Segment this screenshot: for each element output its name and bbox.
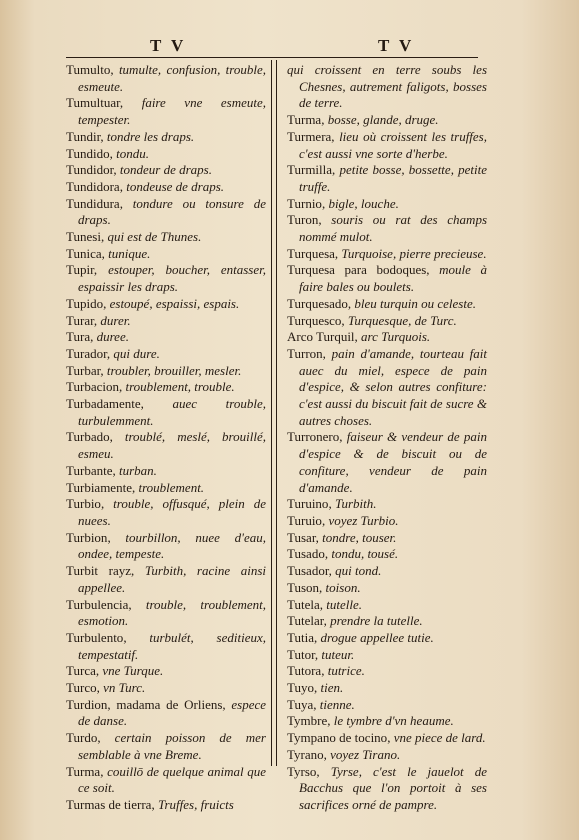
dictionary-entry: Turma, bosse, glande, druge. (287, 112, 439, 128)
entry-definition: tutelle. (326, 596, 362, 612)
dictionary-entry: Tundidor, tondeur de draps. (66, 162, 212, 178)
entry-headword: Tunica (66, 245, 102, 261)
dictionary-entry: Turco, vn Turc. (66, 680, 146, 696)
entry-definition: auec trouble, turbulemment. (78, 396, 266, 428)
entry-headword: Turbio (66, 496, 101, 512)
entry-headword: Turnio (287, 195, 322, 211)
entry-definition: estoupé, espaissi, espais. (109, 295, 240, 311)
entry-headword: Turdo (66, 730, 98, 746)
dictionary-entry: Turbar, troubler, brouiller, mesler. (66, 362, 242, 378)
entry-definition: arc Turquois. (361, 329, 431, 345)
header-left: T V (150, 36, 187, 55)
entry-headword: Turmilla (287, 162, 333, 178)
entry-definition: drogue appellee tutie. (320, 629, 434, 645)
entry-definition: toison. (325, 579, 361, 595)
left-column (66, 62, 266, 814)
dictionary-entry: Tyrso, Tyrse, c'est le jauelot de Bacchus que l'on portoit à ses sacrifices orné de pampre. (287, 763, 488, 812)
dictionary-entry: Tupir, estouper, boucher, entasser, espaissir les draps. (66, 262, 266, 295)
entry-definition: tien. (320, 680, 344, 696)
entry-headword: Turbadamente (66, 396, 141, 412)
entry-definition: qui croissent en terre soubs les Chesnes, autrement faligots, bosses de terre. (287, 62, 487, 111)
dictionary-entry: Turuino, Turbith. (287, 496, 377, 512)
dictionary-entry: Turronero, faiseur & vendeur de pain d'espice & de biscuit ou de confiture, vendeur de pain d'amande. (287, 429, 487, 495)
dictionary-entry: Turbadamente, auec trouble, turbulemment. (66, 396, 266, 428)
entry-headword: Turbulento (66, 629, 124, 645)
entry-headword: Tusar (287, 529, 316, 545)
right-column (287, 62, 487, 814)
header-right: T V (378, 36, 415, 55)
entry-definition: qui est de Thunes. (107, 229, 202, 245)
entry-headword: Turdion, madama de Orliens (66, 696, 223, 712)
dictionary-entry: Turador, qui dure. (66, 345, 160, 361)
dictionary-entry: Turnio, bigle, louche. (287, 195, 399, 211)
dictionary-entry: Turma, couillō de quelque animal que ce soit. (66, 763, 266, 796)
dictionary-entry: Tupido, estoupé, espaissi, espais. (66, 295, 240, 311)
entry-headword: Turron (287, 345, 323, 361)
dictionary-entry: Turbiamente, troublement. (66, 479, 205, 495)
dictionary-entry: Arco Turquil, arc Turquois. (287, 329, 431, 345)
dictionary-entry: Tutora, tutrice. (287, 663, 365, 679)
entry-definition: durer. (100, 312, 131, 328)
entry-definition: vn Turc. (103, 680, 146, 696)
entry-headword: Tundidora (66, 178, 120, 194)
entry-definition: vne Turque. (102, 663, 164, 679)
running-header (66, 36, 478, 58)
entry-definition: tourbillon, nuee d'eau, ondee, tempeste. (78, 529, 266, 562)
entry-headword: Turbante (66, 462, 113, 478)
entry-headword: Arco Turquil (287, 329, 355, 345)
entry-headword: Tutor (287, 646, 315, 662)
entry-definition: petite bosse, bossette, petite truffe. (299, 162, 487, 194)
dictionary-entry: Turmilla, petite bosse, bossette, petite truffe. (287, 162, 487, 194)
dictionary-entry: Turbio, trouble, offusqué, plein de nuees. (66, 496, 266, 528)
dictionary-entry: Tusar, tondre, touser. (287, 529, 397, 545)
dictionary-entry: Tympano de tocino, vne piece de lard. (287, 730, 486, 746)
dictionary-entry: Tumulto, tumulte, confusion, trouble, esmeute. (66, 62, 267, 94)
dictionary-entry: Turdion, madama de Orliens, espece de danse. (66, 696, 267, 729)
entry-headword: Tutora (287, 663, 322, 679)
entry-definition: Turbith, racine ainsi appellee. (78, 563, 266, 595)
entry-headword: Turon (287, 212, 319, 228)
dictionary-entry: Tymbre, le tymbre d'vn heaume. (287, 713, 454, 729)
entry-headword: Tutia (287, 629, 314, 645)
entry-headword: Turbiamente (66, 479, 132, 495)
entry-definition: tutrice. (327, 663, 365, 679)
dictionary-entry: Tutia, drogue appellee tutie. (287, 629, 434, 645)
entry-headword: Turquesa para bodoques (287, 262, 427, 278)
entry-headword: Turbacion (66, 379, 119, 395)
entry-headword: Tuya (287, 696, 314, 712)
entry-definition: certain poisson de mer semblable à vne Breme. (78, 730, 266, 762)
entry-definition: qui dure. (113, 345, 160, 361)
entry-definition: tienne. (319, 696, 355, 712)
dictionary-entry: Turuio, voyez Turbio. (287, 512, 399, 528)
entry-definition: voyez Tirano. (330, 746, 401, 762)
entry-headword: Turronero (287, 429, 340, 445)
entry-definition: tondu. (116, 145, 149, 161)
entry-headword: Tundir (66, 128, 101, 144)
entry-definition: Tyrse, c'est le jauelot de Bacchus que l'on portoit à ses sacrifices orné de pampre. (299, 763, 488, 812)
entry-headword: Tuson (287, 579, 320, 595)
dictionary-entry: Turquesco, Turquesque, de Turc. (287, 312, 457, 328)
entry-definition: tumulte, confusion, trouble, esmeute. (78, 62, 267, 94)
entry-headword: Tunesi (66, 229, 101, 245)
entry-definition: tondre, touser. (322, 529, 397, 545)
entry-headword: Tympano de tocino (287, 730, 388, 746)
dictionary-entry: Tura, duree. (66, 329, 129, 345)
entry-definition: tuteur. (321, 646, 355, 662)
dictionary-entry: Turbado, troublé, meslé, brouillé, esmeu. (66, 429, 266, 462)
entry-definition: estouper, boucher, entasser, espaissir les draps. (78, 262, 266, 295)
entry-definition: Truffes, fruicts (157, 796, 234, 812)
dictionary-entry: Turdo, certain poisson de mer semblable à vne Breme. (66, 730, 266, 762)
entry-definition: bigle, louche. (328, 195, 399, 211)
entry-definition: tondre les draps. (106, 128, 195, 144)
entry-headword: Tyrano (287, 746, 324, 762)
entry-headword: Tumulto (66, 62, 111, 77)
entry-definition: souris ou rat des champs nommé mulot. (299, 212, 487, 245)
entry-definition: turbulét, seditieux, tempestatif. (78, 629, 266, 662)
dictionary-entry: Turmas de tierra, Truffes, fruicts (66, 796, 234, 812)
dictionary-entry: Tuson, toison. (287, 579, 361, 595)
entry-definition: tondu, tousé. (331, 546, 399, 562)
entry-definition: le tymbre d'vn heaume. (333, 713, 454, 729)
dictionary-entry: Tumultuar, faire vne esmeute, tempester. (66, 95, 267, 128)
dictionary-entry: Turmera, lieu où croissent les truffes, c'est aussi vne sorte d'herbe. (287, 128, 487, 161)
entry-definition: espece de danse. (78, 696, 267, 729)
dictionary-entry: Turquesado, bleu turquin ou celeste. (287, 295, 476, 311)
entry-headword: Turbit rayz (66, 563, 131, 579)
dictionary-entry: Tuya, tienne. (287, 696, 355, 712)
entry-headword: Tupido (66, 295, 104, 311)
entry-definition: bleu turquin ou celeste. (354, 295, 476, 311)
entry-headword: Turma (66, 763, 101, 779)
entry-headword: Tura (66, 329, 91, 345)
entry-headword: Tuyo (287, 680, 314, 696)
dictionary-entry: Tundidora, tondeuse de draps. (66, 178, 225, 194)
dictionary-entry: Turbacion, troublement, trouble. (66, 379, 235, 395)
entry-headword: Turbado (66, 429, 110, 445)
dictionary-entry: Tunesi, qui est de Thunes. (66, 229, 202, 245)
dictionary-entry: Tuyo, tien. (287, 680, 344, 696)
dictionary-entry: Turbion, tourbillon, nuee d'eau, ondee, tempeste. (66, 529, 266, 562)
dictionary-entry: Tusado, tondu, tousé. (287, 546, 399, 562)
dictionary-entry: Tutelar, prendre la tutelle. (287, 613, 423, 629)
entry-headword: Tutela (287, 596, 320, 612)
entry-headword: Tundidura (66, 195, 120, 211)
dictionary-entry: Turbulento, turbulét, seditieux, tempestatif. (66, 629, 266, 662)
entry-definition: voyez Turbio. (328, 512, 399, 528)
entry-headword: Tundidor (66, 162, 114, 178)
entry-headword: Tusador (287, 563, 329, 579)
entry-definition: tondeur de draps. (119, 162, 212, 178)
dictionary-entry (287, 62, 487, 112)
entry-definition: pain d'amande, tourteau fait auec du miel, espece de pain d'espice, & selon autres confiture: c'est aussi du biscuit fait de sucre & autres choses. (299, 345, 487, 428)
entry-headword: Tundido (66, 145, 110, 161)
entry-definition: Turquesque, de Turc. (347, 312, 457, 328)
entry-definition: Turquoise, pierre precieuse. (341, 245, 487, 261)
header-rule (66, 57, 478, 58)
dictionary-entry: Tutela, tutelle. (287, 596, 362, 612)
entry-definition: vne piece de lard. (393, 730, 486, 746)
entry-headword: Turca (66, 663, 96, 679)
entry-definition: troublement, trouble. (125, 379, 235, 395)
entry-headword: Turmera (287, 128, 332, 144)
entry-definition: trouble, troublement, esmotion. (78, 596, 266, 629)
entry-headword: Turuino (287, 496, 329, 512)
dictionary-entry: Turon, souris ou rat des champs nommé mulot. (287, 212, 487, 245)
entry-headword: Turco (66, 680, 97, 696)
entry-headword: Tymbre (287, 713, 328, 729)
entry-definition: troublement. (138, 479, 205, 495)
entry-definition: tunique. (108, 245, 151, 261)
entry-definition: troubler, brouiller, mesler. (106, 362, 242, 378)
entry-definition: tondure ou tonsure de draps. (78, 195, 266, 228)
entry-definition: Turbith. (334, 496, 377, 512)
entry-definition: tondeuse de draps. (126, 178, 225, 194)
entry-headword: Turmas de tierra (66, 796, 152, 812)
entry-headword: Turquesado (287, 295, 348, 311)
dictionary-entry: Tyrano, voyez Tirano. (287, 746, 401, 762)
entry-definition: troublé, meslé, brouillé, esmeu. (78, 429, 266, 462)
dictionary-entry: Turron, pain d'amande, tourteau fait auec du miel, espece de pain d'espice, & selon autres confiture: c'est aussi du biscuit fait de sucre & autres choses. (287, 345, 487, 428)
entry-headword: Turador (66, 345, 107, 361)
dictionary-entry: Tundir, tondre les draps. (66, 128, 195, 144)
entry-definition: bosse, glande, druge. (327, 112, 439, 128)
entry-headword: Turquesco (287, 312, 342, 328)
dictionary-entry: Tutor, tuteur. (287, 646, 355, 662)
column-divider (271, 60, 272, 766)
entry-definition: qui tond. (335, 563, 382, 579)
dictionary-entry: Turar, durer. (66, 312, 131, 328)
dictionary-entry: Tundidura, tondure ou tonsure de draps. (66, 195, 266, 228)
entry-headword: Turbion (66, 529, 108, 545)
dictionary-entry: Tunica, tunique. (66, 245, 151, 261)
entry-headword: Tusado (287, 546, 325, 562)
entry-definition: turban. (118, 462, 157, 478)
entry-definition: couillō de quelque animal que ce soit. (78, 763, 266, 796)
entry-headword: Tutelar (287, 613, 324, 629)
entry-definition: faiseur & vendeur de pain d'espice & de biscuit ou de confiture, vendeur de pain d'amande. (299, 429, 487, 495)
entry-definition: prendre la tutelle. (330, 613, 423, 629)
dictionary-entry: Tusador, qui tond. (287, 563, 382, 579)
dictionary-entry: Turbit rayz, Turbith, racine ainsi appellee. (66, 563, 266, 595)
entry-definition: duree. (96, 329, 129, 345)
entry-headword: Tyrso (287, 763, 317, 779)
entry-headword: Tumultuar (66, 95, 120, 111)
entry-definition: lieu où croissent les truffes, c'est aussi vne sorte d'herbe. (299, 128, 487, 161)
entry-headword: Turma (287, 112, 322, 128)
entry-headword: Turbar (66, 362, 101, 378)
entry-headword: Turuio (287, 512, 322, 528)
dictionary-entry: Turca, vne Turque. (66, 663, 164, 679)
entry-headword: Turar (66, 312, 94, 328)
entry-definition: moule à faire bales ou boulets. (299, 262, 487, 295)
entry-headword: Tupir (66, 262, 94, 278)
entry-headword: Turquesa (287, 245, 335, 261)
dictionary-entry: Turbante, turban. (66, 462, 157, 478)
entry-definition: trouble, offusqué, plein de nuees. (78, 496, 266, 528)
column-divider-second (276, 60, 277, 766)
dictionary-entry: Turbulencia, trouble, troublement, esmotion. (66, 596, 266, 629)
dictionary-entry: Turquesa, Turquoise, pierre precieuse. (287, 245, 487, 261)
entry-definition: faire vne esmeute, tempester. (78, 95, 267, 128)
dictionary-entry: Turquesa para bodoques, moule à faire bales ou boulets. (287, 262, 487, 295)
entry-headword: Turbulencia (66, 596, 129, 612)
dictionary-entry: Tundido, tondu. (66, 145, 149, 161)
